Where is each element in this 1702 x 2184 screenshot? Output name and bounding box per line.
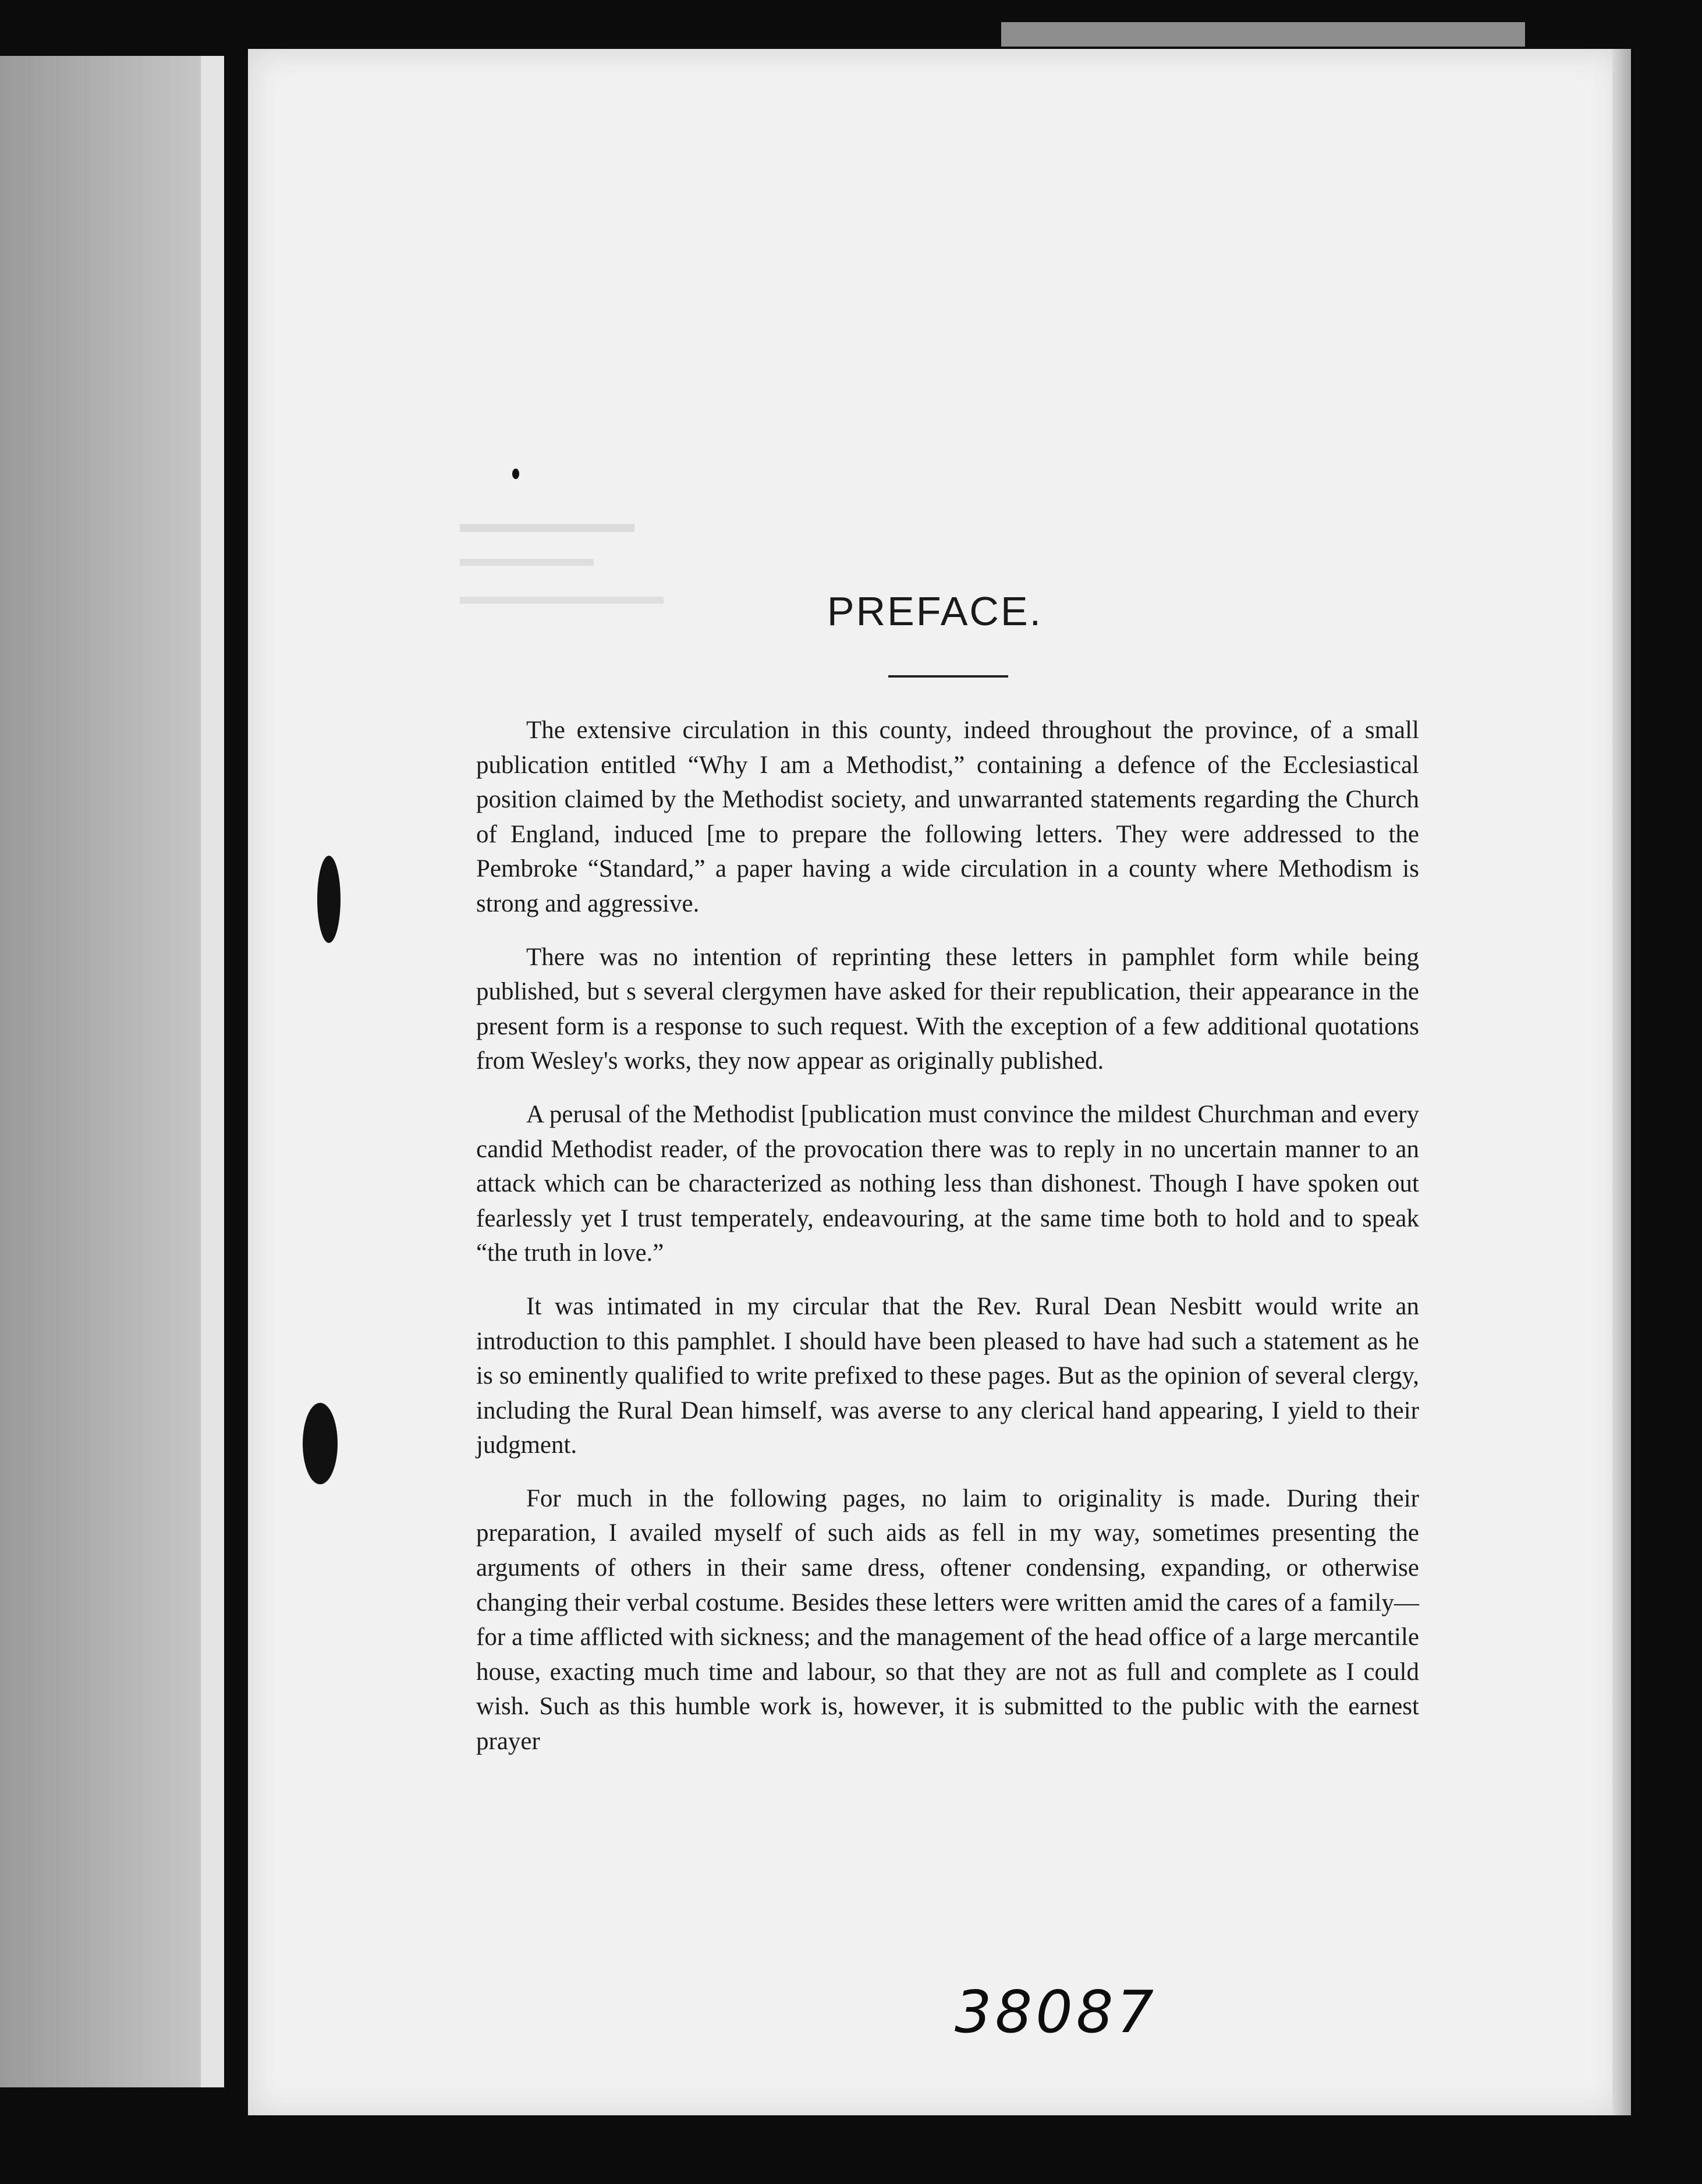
title-rule <box>888 675 1008 678</box>
preface-body <box>476 713 1419 1778</box>
paragraph-1: The extensive circulation in this county, indeed throughout the province, of a small publication entitled “Why I am a Methodist,” containing a defence of the Ecclesiastical position claimed by the Methodist society, and unwarranted statements regarding the Church of England, induced [me to prepare the following letters. They were addressed to the Pembroke “Standard,” a paper having a wide circulation in a county where Methodism is strong and aggressive. <box>476 717 1419 917</box>
page-right-edge <box>1612 49 1631 2115</box>
ink-spot <box>512 469 519 479</box>
facing-page-edge <box>0 56 210 2087</box>
facing-page-margin <box>201 56 224 2087</box>
binding-blot <box>317 856 341 943</box>
binding-blot <box>303 1403 338 1484</box>
scan-top-edge <box>1001 22 1525 47</box>
paragraph-2: There was no intention of reprinting these letters in pamphlet form while being published, but s several clergymen have asked for their republication, their appearance in the present form is a response to such request. With the exception of a few additional quotations from Wesley's works, they now appear as originally published. <box>476 943 1419 1075</box>
paragraph-4: It was intimated in my circular that the Rev. Rural Dean Nesbitt would write an introduction to this pamphlet. I should have been pleased to have had such a statement as he is so eminently qualified to write prefixed to these pages. But as the opinion of several clergy, including the Rural Dean himself, was averse to any clerical hand appearing, I yield to their judgment. <box>476 1292 1419 1459</box>
handwritten-catalog-number: 38087 <box>955 1978 1158 2046</box>
paragraph-3: A perusal of the Methodist [publication must convince the mildest Churchman and every candid Methodist reader, of the provocation there was to reply in no uncertain manner to an attack which can be characterized as nothing less than dishonest. Though I have spoken out fearlessly yet I trust temperately, endeavouring, at the same time both to hold and to speak “the truth in love.” <box>476 1100 1419 1267</box>
show-through-smudge <box>460 524 634 532</box>
show-through-smudge <box>460 559 594 566</box>
paragraph-5: For much in the following pages, no laim to originality is made. During their preparation, I availed myself of such aids as fell in my way, sometimes presenting the arguments of others in their same dress, oftener condensing, expanding, or otherwise changing their verbal costume. Besides these letters were written amid the cares of a family—for a time afflicted with sickness; and the management of the head office of a large mercantile house, exacting much time and labour, so that they are not as full and complete as I could wish. Such as this humble work is, however, it is submitted to the public with the earnest prayer <box>476 1484 1419 1756</box>
page-title: PREFACE. <box>827 588 1043 634</box>
